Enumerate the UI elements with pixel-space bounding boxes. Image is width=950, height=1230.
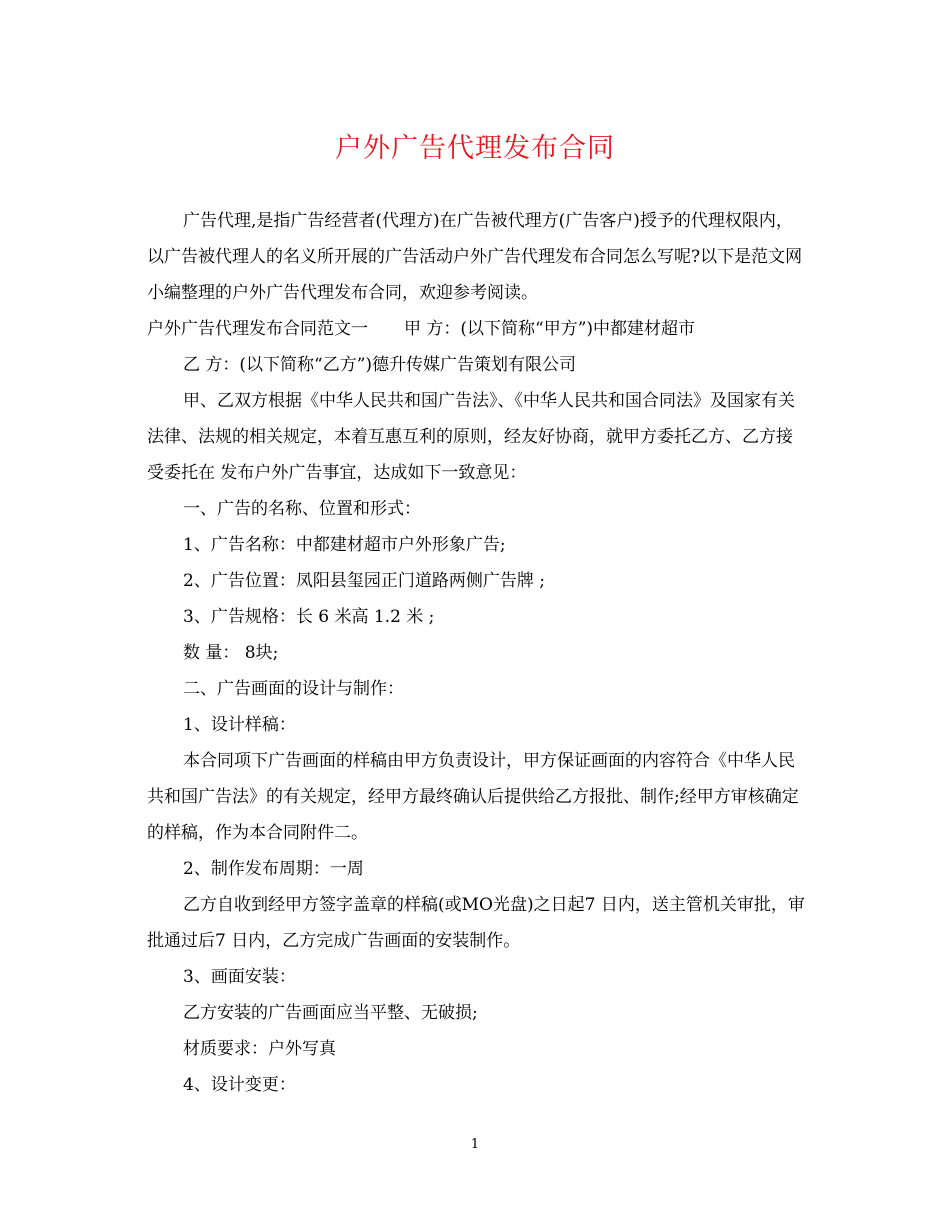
production-cycle-item: 2、制作发布周期：一周 — [183, 859, 364, 879]
page-number: 1 — [470, 1137, 480, 1152]
party-b-line: 乙 方：(以下简称“乙方”)德升传媒广告策划有限公司 — [183, 355, 577, 375]
agreement-preamble: 甲、乙双方根据《中华人民共和国广告法》、《中华人民共和国合同法》及国家有关法律、法规的相关规定，本着互惠互利的原则，经友好协商，就甲方委托乙方、乙方接受委托在 发布户外广告事宜，达成如下一致意见： — [147, 391, 795, 483]
intro-paragraph: 广告代理,是指广告经营者(代理方)在广告被代理方(广告客户)授予的代理权限内，以广告被代理人的名义所开展的广告活动户外广告代理发布合同怎么写呢?以下是范文网小编整理的户外广告代理发布合同，欢迎参考阅读。 — [147, 211, 803, 303]
installation-item: 3、画面安装： — [183, 967, 296, 987]
ad-location-item: 2、广告位置：凤阳县玺园正门道路两侧广告牌 ; — [183, 571, 545, 591]
section-heading-design: 二、广告画面的设计与制作： — [183, 679, 404, 699]
design-change-item: 4、设计变更： — [183, 1075, 296, 1095]
ad-quantity-item: 数 量： 8块; — [183, 643, 279, 663]
document-title: 户外广告代理发布合同 — [335, 133, 615, 164]
party-a-line: 甲 方：(以下简称“甲方”)中都建材超市 — [404, 319, 696, 339]
section-heading-ad-info: 一、广告的名称、位置和形式： — [183, 499, 421, 519]
example-heading: 户外广告代理发布合同范文一 — [147, 319, 368, 339]
material-requirement: 材质要求：户外写真 — [183, 1039, 336, 1059]
document-body — [147, 203, 807, 1103]
production-cycle-paragraph: 乙方自收到经甲方签字盖章的样稿(或MO光盘)之日起7 日内，送主管机关审批，审批通过后7 日内，乙方完成广告画面的安装制作。 — [147, 895, 805, 951]
ad-size-item: 3、广告规格：长 6 米高 1.2 米 ; — [183, 607, 435, 627]
ad-name-item: 1、广告名称：中都建材超市户外形象广告; — [183, 535, 506, 555]
design-draft-paragraph: 本合同项下广告画面的样稿由甲方负责设计，甲方保证画面的内容符合《中华人民共和国广告法》的有关规定，经甲方最终确认后提供给乙方报批、制作;经甲方审核确定的样稿，作为本合同附件二。 — [147, 751, 799, 843]
section-line-example-one — [147, 311, 807, 347]
installation-paragraph: 乙方安装的广告画面应当平整、无破损; — [183, 1003, 478, 1023]
design-draft-item: 1、设计样稿： — [183, 715, 296, 735]
